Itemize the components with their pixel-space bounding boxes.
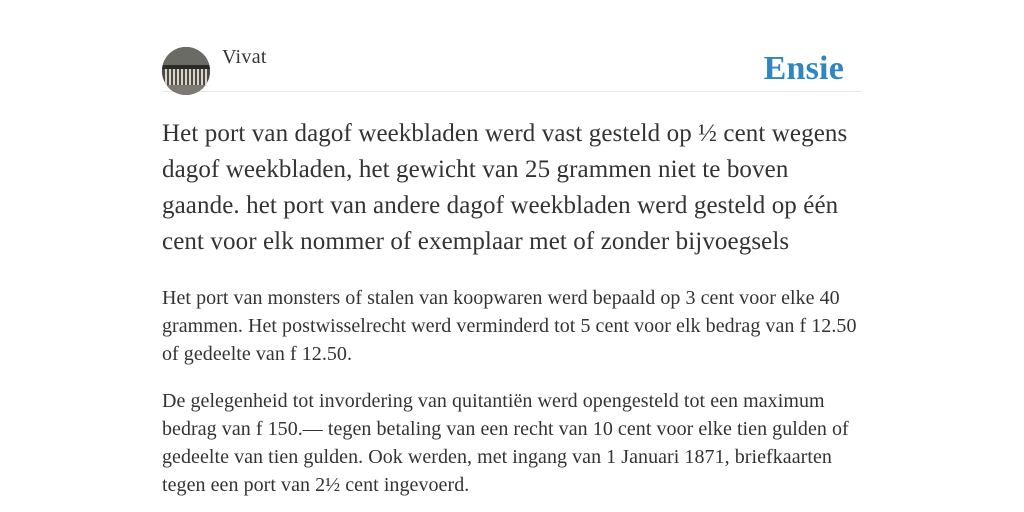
author-name[interactable]: Vivat xyxy=(222,46,267,68)
brand-logo[interactable]: Ensie xyxy=(763,50,844,87)
article-title: Het port van dagof weekbladen werd vast gesteld op ½ cent wegens dagof weekbladen, het gewicht van 25 grammen niet te boven gaande. het port van andere dagof weekbladen werd gesteld op één cent voor elk nommer of exemplaar met of zonder bijvoegsels xyxy=(162,120,848,255)
article-card xyxy=(162,0,862,499)
author-avatar[interactable] xyxy=(162,47,210,95)
avatar-image-icon xyxy=(162,47,210,95)
header xyxy=(162,0,862,92)
article-paragraph: Het port van monsters of stalen van koopwaren werd bepaald op 3 cent voor elke 40 grammen. Het postwisselrecht werd verminderd tot 5 cent voor elk bedrag van f 12.50 of gedeelte van f 12.50. xyxy=(162,287,857,365)
article-paragraph: De gelegenheid tot invordering van quitantiën werd opengesteld tot een maximum bedrag van f 150.— tegen betaling van een recht van 10 cent voor elke tien gulden of gedeelte van tien gulden. Ook werden, met ingang van 1 Januari 1871, briefkaarten tegen een port van 2½ cent ingevoerd. xyxy=(162,390,849,496)
